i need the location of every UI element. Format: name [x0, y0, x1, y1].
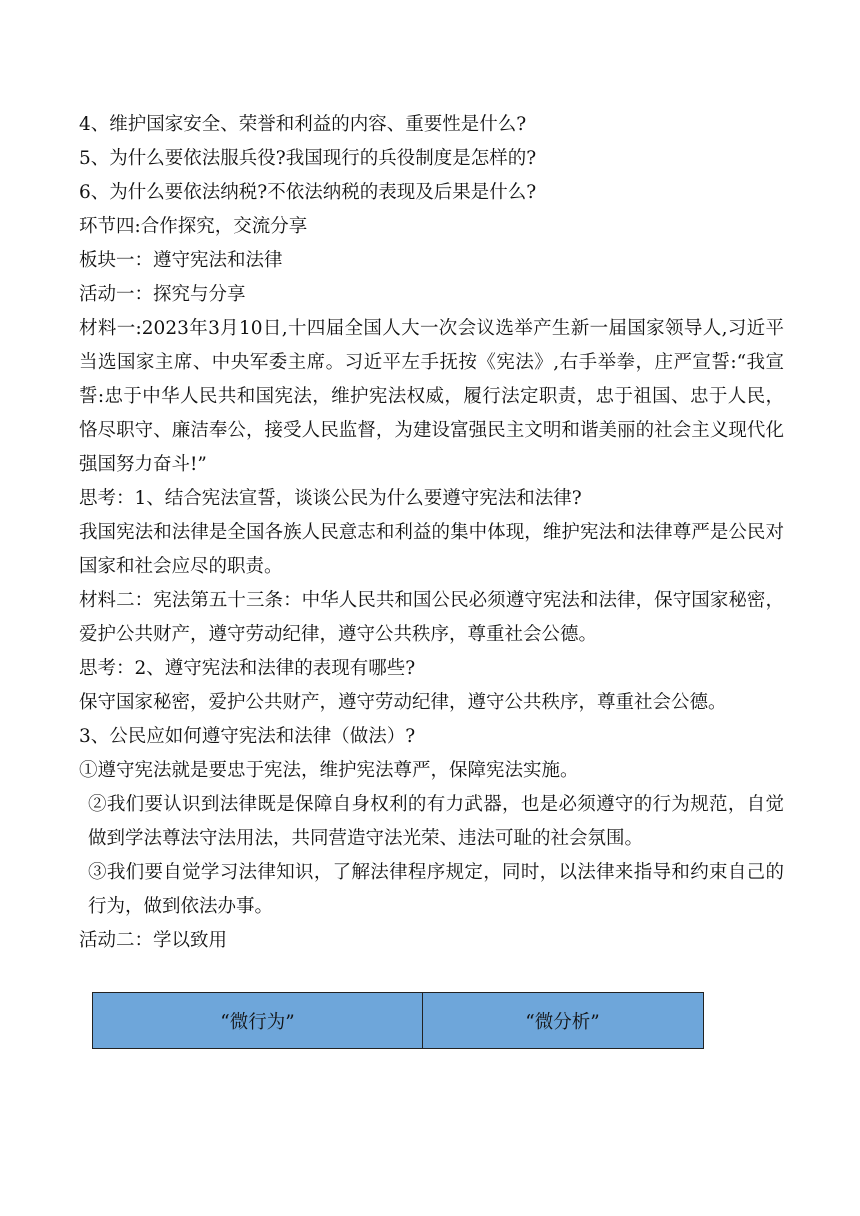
answer-1: 我国宪法和法律是全国各族人民意志和利益的集中体现，维护宪法和法律尊严是公民对国家和社会应尽的职责。 — [79, 522, 784, 577]
block-heading: 板块一：遵守宪法和法律 — [79, 250, 283, 271]
document-body — [79, 108, 784, 958]
question-4: 4、维护国家安全、荣誉和利益的内容、重要性是什么? — [79, 114, 527, 135]
table-header-micro-behavior: “微行为” — [93, 993, 423, 1048]
activity-1-heading: 活动一：探究与分享 — [79, 284, 246, 305]
activity-2-heading: 活动二：学以致用 — [79, 930, 228, 951]
material-1: 材料一:2023年3月10日,十四届全国人大一次会议选举产生新一届国家领导人,习近平当选国家主席、中央军委主席。习近平左手抚按《宪法》,右手举拳，庄严宣誓:“我宣誓:忠于中华人民共和国宪法，维护宪法权威，履行法定职责，忠于祖国、忠于人民，恪尽职守、廉洁奉公，接受人民监督，为建设富强民主文明和谐美丽的社会主义现代化强国努力奋斗!” — [79, 318, 784, 475]
think-question-2: 思考：2、遵守宪法和法律的表现有哪些? — [79, 658, 416, 679]
question-3: 3、公民应如何遵守宪法和法律（做法）? — [79, 726, 416, 747]
section-heading: 环节四:合作探究，交流分享 — [79, 216, 308, 237]
question-5: 5、为什么要依法服兵役?我国现行的兵役制度是怎样的? — [79, 148, 537, 169]
question-6: 6、为什么要依法纳税?不依法纳税的表现及后果是什么? — [79, 182, 537, 203]
answer-2: 保守国家秘密，爱护公共财产，遵守劳动纪律，遵守公共秩序，尊重社会公德。 — [79, 692, 727, 713]
table-header-micro-analysis: “微分析” — [423, 993, 702, 1048]
think-question-1: 思考：1、结合宪法宣誓，谈谈公民为什么要遵守宪法和法律? — [79, 488, 582, 509]
activity-table — [92, 992, 704, 1049]
point-2: ②我们要认识到法律既是保障自身权利的有力武器，也是必须遵守的行为规范，自觉做到学法尊法守法用法，共同营造守法光荣、违法可耻的社会氛围。 — [88, 794, 784, 849]
point-3: ③我们要自觉学习法律知识，了解法律程序规定，同时，以法律来指导和约束自己的行为，做到依法办事。 — [88, 862, 784, 917]
point-1: ①遵守宪法就是要忠于宪法，维护宪法尊严，保障宪法实施。 — [79, 760, 579, 781]
material-2: 材料二：宪法第五十三条：中华人民共和国公民必须遵守宪法和法律，保守国家秘密，爱护公共财产，遵守劳动纪律，遵守公共秩序，尊重社会公德。 — [79, 590, 784, 645]
